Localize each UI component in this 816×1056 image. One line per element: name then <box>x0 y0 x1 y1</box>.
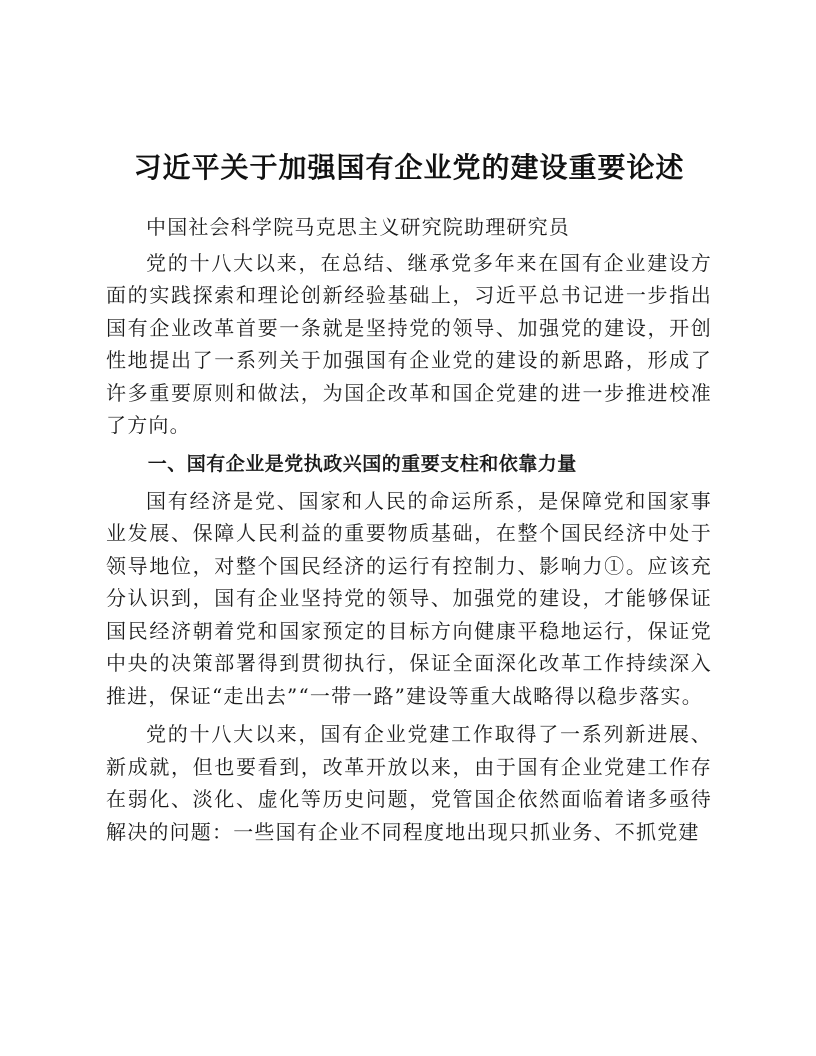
section-heading: 一、国有企业是党执政兴国的重要支柱和依靠力量 <box>147 452 577 475</box>
intro-paragraph: 党的十八大以来，在总结、继承党多年来在国有企业建设方面的实践探索和理论创新经验基础上，习近平总书记进一步指出国有企业改革首要一条就是坚持党的领导、加强党的建设，开创性地提出了一系列关于加强国有企业党的建设的新思路，形成了许多重要原则和做法，为国企改革和国企党建的进一步推进校准了方向。 <box>106 250 712 437</box>
body-paragraph: 党的十八大以来，国有企业党建工作取得了一系列新进展、新成就，但也要看到，改革开放以来，由于国有企业党建工作存在弱化、淡化、虚化等历史问题，党管国企依然面临着诸多亟待解决的问题：一些国有企业不同程度地出现只抓业务、不抓党建 <box>106 722 712 844</box>
document-title: 习近平关于加强国有企业党的建设重要论述 <box>133 151 685 184</box>
body-paragraph: 国有经济是党、国家和人民的命运所系，是保障党和国家事业发展、保障人民利益的重要物质基础，在整个国民经济中处于领导地位，对整个国民经济的运行有控制力、影响力①。应该充分认识到，国有企业坚持党的领导、加强党的建设，才能够保证国民经济朝着党和国家预定的目标方向健康平稳地运行，保证党中央的决策部署得到贯彻执行，保证全面深化改革工作持续深入推进，保证“走出去”“一带一路”建设等重大战略得以稳步落实。 <box>106 488 712 708</box>
author-line: 中国社会科学院马克思主义研究院助理研究员 <box>146 215 570 239</box>
